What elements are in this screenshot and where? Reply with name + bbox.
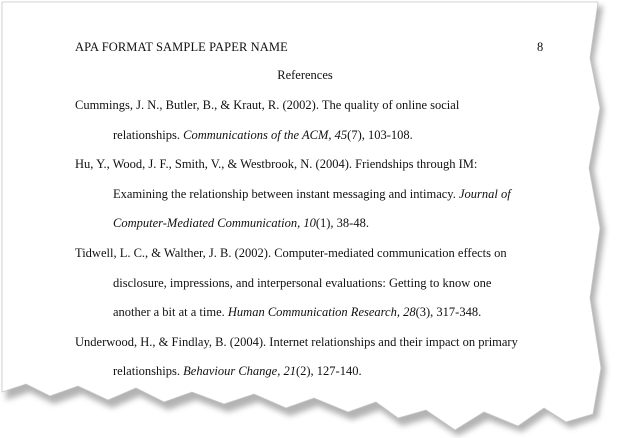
page-number: 8 xyxy=(537,40,544,54)
reference-4-line-2: relationships. Behaviour Change, 21(2), 127-140. xyxy=(113,364,362,378)
reference-4-line-1: Underwood, H., & Findlay, B. (2004). Internet relationships and their impact on primary xyxy=(75,335,518,349)
reference-3-line-3: another a bit at a time. Human Communication Research, 28(3), 317-348. xyxy=(113,305,482,319)
references-heading: References xyxy=(277,68,333,82)
reference-2-line-1: Hu, Y., Wood, J. F., Smith, V., & Westbrook, N. (2004). Friendships through IM: xyxy=(75,157,478,171)
reference-2-line-2: Examining the relationship between instant messaging and intimacy. Journal of xyxy=(113,187,511,201)
running-head: APA FORMAT SAMPLE PAPER NAME xyxy=(75,40,288,54)
reference-2-line-3: Computer-Mediated Communication, 10(1), 38-48. xyxy=(113,216,369,230)
reference-1-line-1: Cummings, J. N., Butler, B., & Kraut, R. (2002). The quality of online social xyxy=(75,98,460,112)
reference-3-line-2: disclosure, impressions, and interpersonal evaluations: Getting to know one xyxy=(113,276,492,290)
reference-3-line-1: Tidwell, L. C., & Walther, J. B. (2002). Computer-mediated communication effects on xyxy=(75,246,507,260)
reference-1-line-2: relationships. Communications of the ACM, 45(7), 103-108. xyxy=(113,128,413,142)
